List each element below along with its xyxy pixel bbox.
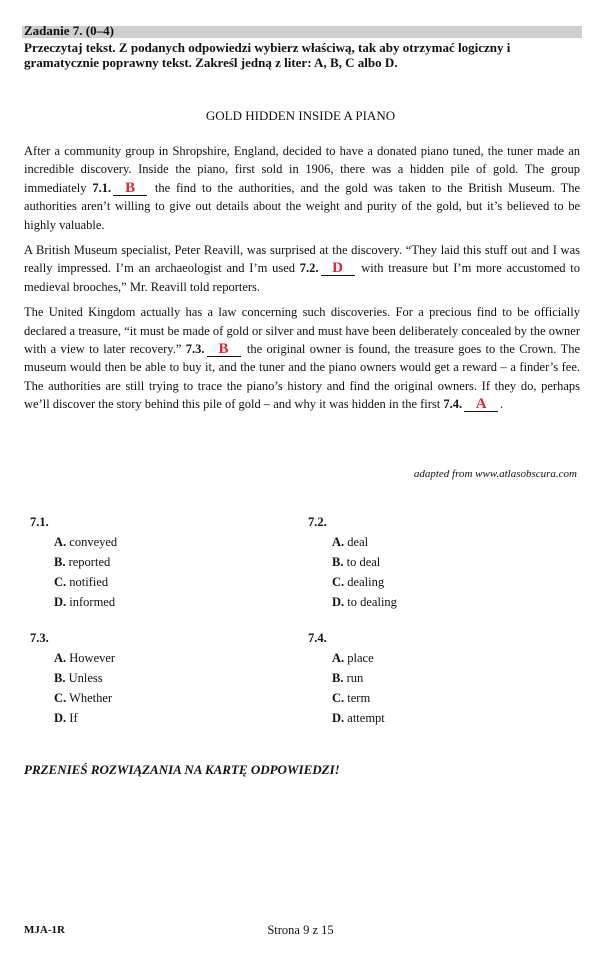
option[interactable]: A. deal	[332, 535, 369, 549]
question-7-2: 7.2. A. deal B. to deal C. dealing D. to dealing	[308, 512, 397, 612]
gap-answer[interactable]: D	[321, 261, 355, 276]
option[interactable]: A. However	[54, 651, 116, 665]
option[interactable]: D. attempt	[332, 711, 385, 725]
gap-answer[interactable]: B	[113, 181, 147, 196]
story-text	[24, 142, 580, 421]
option[interactable]: D. If	[54, 711, 78, 725]
option[interactable]: B. reported	[54, 555, 111, 569]
option[interactable]: A. conveyed	[54, 535, 118, 549]
gap-label: 7.1.	[92, 180, 112, 195]
option[interactable]: C. term	[332, 691, 371, 705]
gap-answer[interactable]: A	[464, 397, 498, 412]
source-note: adapted from www.atlasobscura.com	[413, 468, 577, 480]
transfer-answers-note: PRZENIEŚ ROZWIĄZANIA NA KARTĘ ODPOWIEDZI!	[24, 762, 340, 777]
option[interactable]: C. dealing	[332, 575, 385, 589]
exam-code: MJA-1R	[24, 924, 65, 936]
option[interactable]: B. run	[332, 671, 364, 685]
task-instruction: Przeczytaj tekst. Z podanych odpowiedzi wybierz właściwą, tak aby otrzymać logiczny i gramatycznie poprawny tekst. Zakreśl jedną z liter: A, B, C albo D.	[24, 40, 511, 70]
question-7-4: 7.4. A. place B. run C. term D. attempt	[308, 628, 385, 728]
option[interactable]: C. Whether	[54, 691, 113, 705]
gap-label: 7.3.	[185, 342, 205, 357]
gap-label: 7.2.	[299, 261, 319, 276]
question-7-3: 7.3. A. However B. Unless C. Whether D. If	[30, 628, 115, 728]
gap-label: 7.4.	[443, 397, 463, 412]
option[interactable]: B. to deal	[332, 555, 381, 569]
option[interactable]: B. Unless	[54, 671, 103, 685]
option[interactable]: D. to dealing	[332, 595, 397, 609]
option[interactable]: A. place	[332, 651, 374, 665]
story-title: GOLD HIDDEN INSIDE A PIANO	[205, 108, 396, 123]
paragraph-1: After a community group in Shropshire, England, decided to have a donated piano tuned, the tuner made an incredible discovery. Inside the piano, first sold in 1906, there was a hidden pile of gold. The group immediately 7.1. B the find to the authorities, and the gold was taken to the British Museum. The authorities aren’t willing to give out details about the weight and purity of the gold, but it’s believed to be highly valuable.	[24, 144, 581, 232]
page-number: Strona 9 z 15	[267, 923, 334, 937]
task-title: Zadanie 7. (0–4)	[24, 23, 114, 38]
option[interactable]: C. notified	[54, 575, 109, 589]
paragraph-3: The United Kingdom actually has a law concerning such discoveries. For a precious find to be officially declared a treasure, “it must be made of gold or silver and must have been deliberately concealed by the owner with a view to later recovery.” 7.3. B the original owner is found, the treasure goes to the Crown. The museum would then be able to buy it, and the tuner and the piano owners would get a reward – a finder’s fee. The authorities are still trying to trace the piano’s history and find the original owners. If they do, perhaps we’ll discover the story behind this pile of gold – and why it was hidden in the first 7.4. A .	[24, 305, 580, 413]
paragraph-2: A British Museum specialist, Peter Reavill, was surprised at the discovery. “They laid this stuff out and I was really impressed. I’m an archaeologist and I’m used 7.2. D with treasure but I’m more accustomed to medieval brooches,” Mr. Reavill told reporters.	[24, 243, 580, 294]
option[interactable]: D. informed	[54, 595, 116, 609]
gap-answer[interactable]: B	[207, 342, 241, 357]
question-7-1: 7.1. A. conveyed B. reported C. notified D. informed	[30, 512, 117, 612]
